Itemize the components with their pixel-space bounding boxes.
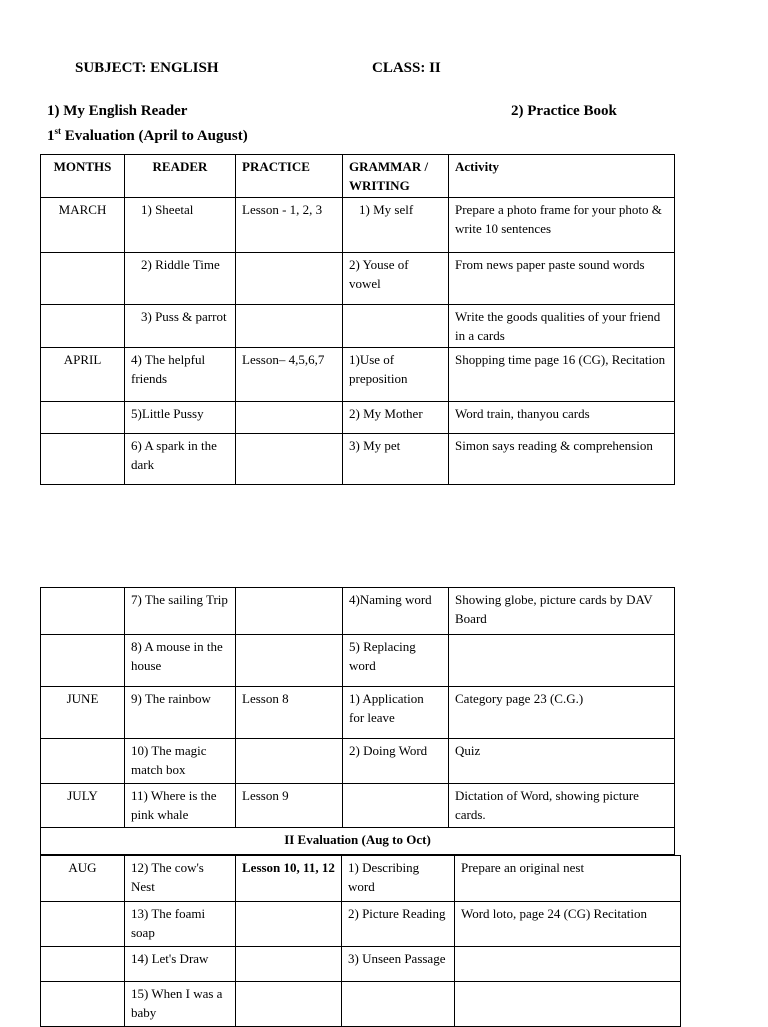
table-row [41,635,675,687]
cell-grammar: 1) My self [343,198,449,253]
cell-practice [236,739,343,784]
cell-month [41,982,125,1027]
cell-reader: 5)Little Pussy [125,402,236,434]
cell-grammar: 2) Doing Word [343,739,449,784]
section-title-row [41,828,675,855]
cell-practice: Lesson 9 [236,784,343,828]
cell-grammar [343,305,449,348]
table-row [41,348,675,402]
cell-reader: 15) When I was a baby [125,982,236,1027]
cell-grammar: 2) Picture Reading [342,902,455,947]
table-row [41,198,675,253]
cell-grammar: 3) Unseen Passage [342,947,455,982]
cell-activity [449,635,675,687]
table-row [41,253,675,305]
evaluation-heading [47,126,248,145]
cell-grammar: 2) My Mother [343,402,449,434]
cell-grammar: 2) Youse of vowel [343,253,449,305]
table-row [41,305,675,348]
evaluation-ordinal: st [54,126,61,136]
cell-month [41,902,125,947]
cell-activity: Shopping time page 16 (CG), Recitation [449,348,675,402]
cell-month: MARCH [41,198,125,253]
table-row [41,739,675,784]
cell-grammar: 5) Replacing word [343,635,449,687]
book-title-reader: 1) My English Reader [47,103,188,119]
book-title-practice: 2) Practice Book [511,103,617,119]
table-row [41,687,675,739]
cell-reader: 4) The helpful friends [125,348,236,402]
cell-month: AUG [41,856,125,902]
cell-activity: Showing globe, picture cards by DAV Board [449,588,675,635]
cell-month [41,739,125,784]
cell-reader: 10) The magic match box [125,739,236,784]
cell-activity: Quiz [449,739,675,784]
cell-grammar [343,784,449,828]
col-header-reader: READER [125,155,236,198]
syllabus-table-first [40,154,675,485]
cell-practice [236,305,343,348]
cell-month: JUNE [41,687,125,739]
cell-practice [236,635,343,687]
cell-activity [455,947,681,982]
cell-month: JULY [41,784,125,828]
cell-reader: 7) The sailing Trip [125,588,236,635]
table-row [41,902,681,947]
cell-month [41,402,125,434]
cell-activity [455,982,681,1027]
evaluation-number: 1 [47,128,55,144]
cell-grammar: 1) Describing word [342,856,455,902]
cell-practice [236,402,343,434]
cell-practice: Lesson - 1, 2, 3 [236,198,343,253]
cell-reader: 2) Riddle Time [125,253,236,305]
table-row [41,947,681,982]
cell-activity: Dictation of Word, showing picture cards. [449,784,675,828]
evaluation-period: Evaluation (April to August) [61,128,248,144]
cell-practice [236,588,343,635]
col-header-practice: PRACTICE [236,155,343,198]
table-header-row [41,155,675,198]
cell-reader: 11) Where is the pink whale [125,784,236,828]
cell-activity: From news paper paste sound words [449,253,675,305]
cell-reader: 1) Sheetal [125,198,236,253]
cell-reader: 3) Puss & parrot [125,305,236,348]
cell-activity: Word loto, page 24 (CG) Recitation [455,902,681,947]
cell-reader: 8) A mouse in the house [125,635,236,687]
cell-grammar [342,982,455,1027]
cell-month [41,305,125,348]
table-row [41,784,675,828]
syllabus-table-third [40,855,681,1027]
cell-reader: 12) The cow's Nest [125,856,236,902]
section-title-second-evaluation: II Evaluation (Aug to Oct) [41,828,675,855]
table-row [41,402,675,434]
table-row [41,856,681,902]
cell-reader: 9) The rainbow [125,687,236,739]
col-header-months: MONTHS [41,155,125,198]
syllabus-table-second [40,587,675,855]
cell-activity: Prepare an original nest [455,856,681,902]
class-heading: CLASS: II [372,60,441,76]
cell-month [41,253,125,305]
cell-reader: 13) The foami soap [125,902,236,947]
cell-practice [236,253,343,305]
table-row [41,982,681,1027]
cell-practice: Lesson 8 [236,687,343,739]
col-header-activity: Activity [449,155,675,198]
table-row [41,588,675,635]
cell-activity: Word train, thanyou cards [449,402,675,434]
cell-practice [236,982,342,1027]
cell-month [41,947,125,982]
col-header-grammar: GRAMMAR / WRITING [343,155,449,198]
subject-heading: SUBJECT: ENGLISH [75,60,219,76]
cell-practice: Lesson– 4,5,6,7 [236,348,343,402]
cell-practice [236,434,343,485]
cell-activity: Prepare a photo frame for your photo & write 10 sentences [449,198,675,253]
cell-activity: Simon says reading & comprehension [449,434,675,485]
cell-activity: Category page 23 (C.G.) [449,687,675,739]
cell-grammar: 1)Use of preposition [343,348,449,402]
cell-activity: Write the goods qualities of your friend in a cards [449,305,675,348]
cell-practice: Lesson 10, 11, 12 [236,856,342,902]
cell-month: APRIL [41,348,125,402]
cell-grammar: 1) Application for leave [343,687,449,739]
table-row [41,434,675,485]
cell-reader: 6) A spark in the dark [125,434,236,485]
cell-reader: 14) Let's Draw [125,947,236,982]
cell-grammar: 4)Naming word [343,588,449,635]
cell-practice [236,947,342,982]
cell-month [41,635,125,687]
cell-practice [236,902,342,947]
cell-grammar: 3) My pet [343,434,449,485]
cell-month [41,434,125,485]
cell-month [41,588,125,635]
